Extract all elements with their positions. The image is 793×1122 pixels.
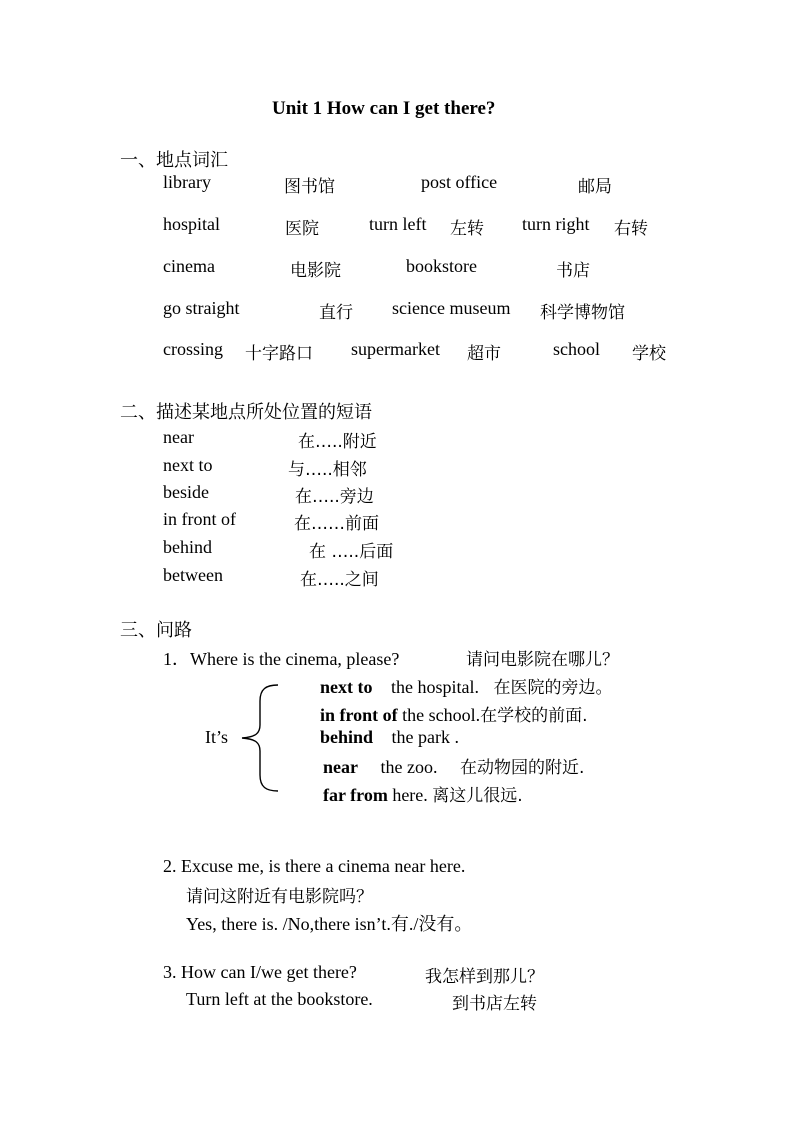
- option-rest: the school.: [402, 705, 481, 725]
- phrase-cn: 在 …..后面: [309, 542, 394, 562]
- option-cn: 离这儿很远.: [432, 786, 523, 806]
- vocab-en: go straight: [163, 298, 240, 318]
- vocab-cn: 直行: [319, 303, 353, 323]
- vocab-en: crossing: [163, 339, 223, 359]
- option-next-to: [320, 673, 613, 698]
- option-prep: near: [323, 757, 358, 777]
- option-rest: the hospital.: [391, 677, 479, 697]
- option-rest: here.: [392, 785, 428, 805]
- option-near: [323, 753, 584, 778]
- phrase-cn: 在…..附近: [298, 432, 377, 452]
- question-1-cn: 请问电影院在哪儿？: [466, 650, 619, 670]
- section3-heading: 三、问路: [120, 620, 192, 641]
- phrase-en: next to: [163, 455, 213, 475]
- vocab-cn: 学校: [632, 344, 666, 364]
- vocab-en: supermarket: [351, 339, 440, 359]
- section2-heading: 二、描述某地点所处位置的短语: [120, 402, 372, 423]
- option-rest: the zoo.: [380, 757, 438, 777]
- vocab-cn: 十字路口: [245, 344, 313, 364]
- phrase-en: in front of: [163, 509, 236, 529]
- phrase-en: between: [163, 565, 223, 585]
- phrase-cn: 在……前面: [294, 514, 379, 534]
- vocab-cn: 电影院: [290, 261, 341, 281]
- option-cn: 在医院的旁边。: [493, 678, 613, 698]
- vocab-en: cinema: [163, 256, 215, 276]
- answer-3-cn: 到书店左转: [452, 994, 537, 1014]
- vocab-cn: 左转: [450, 219, 484, 239]
- vocab-cn: 医院: [285, 219, 319, 239]
- option-cn: 在学校的前面.: [480, 706, 588, 726]
- question-3: 3. How can I/we get there?: [163, 962, 357, 982]
- phrase-en: beside: [163, 482, 209, 502]
- vocab-cn: 书店: [556, 261, 590, 281]
- section1-heading: 一、地点词汇: [120, 150, 228, 171]
- question-2-cn: 请问这附近有电影院吗？: [186, 887, 373, 907]
- option-prep: in front of: [320, 705, 398, 725]
- vocab-cn: 图书馆: [284, 177, 335, 197]
- vocab-en: hospital: [163, 214, 220, 234]
- option-cn: 在动物园的附近.: [459, 758, 585, 778]
- vocab-en: post office: [421, 172, 498, 192]
- phrase-cn: 与…..相邻: [288, 460, 367, 480]
- answer-2: Yes, there is. /No,there isn’t.有./没有。: [186, 914, 473, 934]
- phrase-en: behind: [163, 537, 212, 557]
- option-prep: behind: [320, 727, 374, 747]
- option-rest: the park .: [391, 727, 460, 747]
- vocab-en: library: [163, 172, 211, 192]
- answer-3: Turn left at the bookstore.: [186, 989, 373, 1009]
- option-prep: far from: [323, 785, 388, 805]
- vocab-en: turn left: [369, 214, 427, 234]
- brace-icon: [238, 683, 282, 793]
- vocab-en: school: [553, 339, 600, 359]
- phrase-cn: 在…..之间: [300, 570, 379, 590]
- vocab-en: science museum: [392, 298, 511, 318]
- vocab-cn: 超市: [467, 344, 501, 364]
- phrase-cn: 在…..旁边: [295, 487, 374, 507]
- option-prep: next to: [320, 677, 373, 697]
- question-3-cn: 我怎样到那儿？: [425, 967, 544, 987]
- vocab-cn: 邮局: [578, 177, 612, 197]
- option-behind: [320, 727, 459, 748]
- option-far-from: [323, 781, 523, 806]
- option-in-front-of: [320, 701, 588, 726]
- its-label: It’s: [205, 727, 229, 747]
- page-title: Unit 1 How can I get there?: [272, 98, 496, 119]
- vocab-cn: 右转: [614, 219, 648, 239]
- phrase-en: near: [163, 427, 194, 447]
- vocab-en: turn right: [522, 214, 590, 234]
- vocab-cn: 科学博物馆: [540, 303, 625, 323]
- question-2: 2. Excuse me, is there a cinema near here.: [163, 856, 466, 876]
- vocab-en: bookstore: [406, 256, 477, 276]
- question-1: 1．Where is the cinema, please?: [163, 649, 400, 669]
